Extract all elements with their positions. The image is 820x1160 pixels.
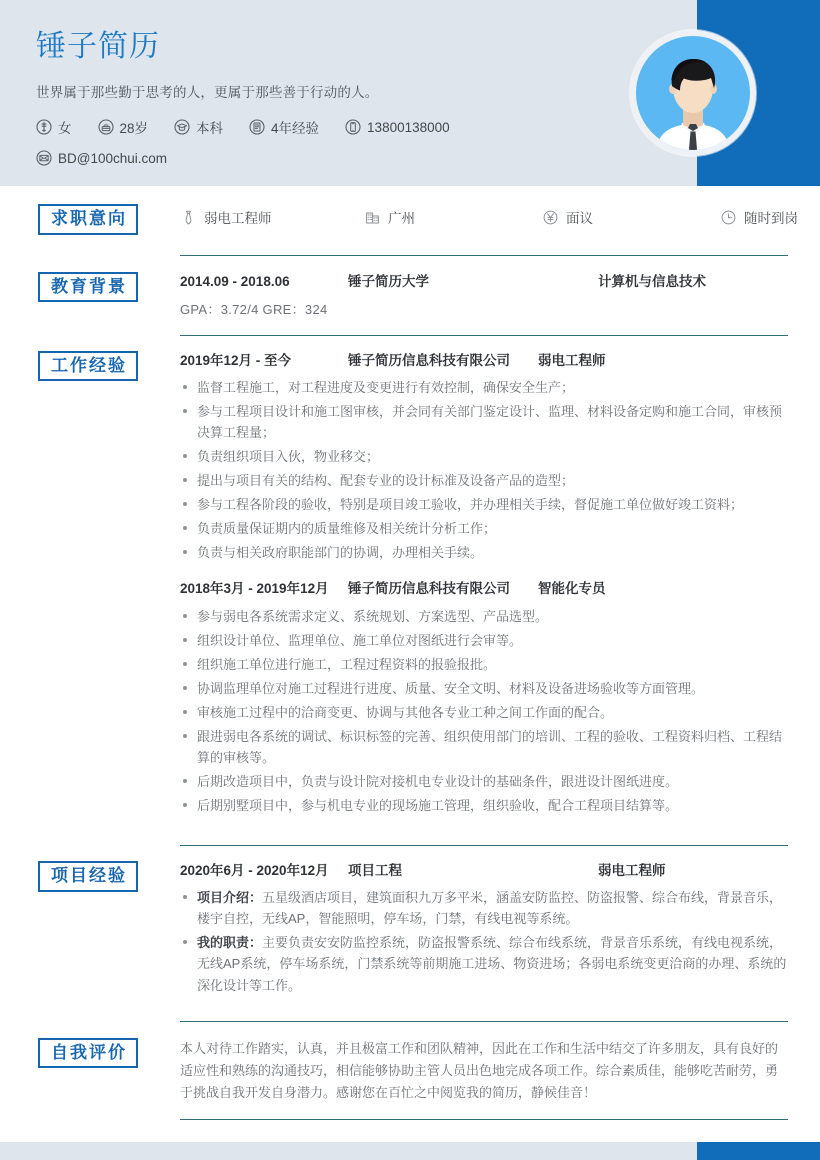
work-bullet-list	[180, 606, 788, 816]
cake-icon	[98, 119, 114, 135]
work-entry	[180, 351, 788, 564]
list-item: 参与工程项目设计和施工图审核，并会同有关部门鉴定设计、监理、材料设备定购和施工合同，审核预决算工程量；	[180, 401, 788, 443]
education-scores: GPA：3.72/4 GRE：324	[180, 301, 328, 317]
tie-icon	[180, 209, 197, 226]
section-tag-education: 教育背景	[38, 272, 138, 303]
meta-gender-label: 女	[58, 121, 72, 136]
section-label-col	[0, 272, 180, 303]
work-entry-head	[180, 579, 788, 599]
intent-salary	[542, 207, 720, 227]
project-name: 项目工程	[348, 863, 402, 879]
section-education	[0, 256, 820, 318]
job-intention-row	[180, 204, 798, 227]
work-company: 锤子简历信息科技有限公司	[348, 352, 510, 368]
list-item: 监督工程施工，对工程进度及变更进行有效控制，确保安全生产；	[180, 377, 788, 398]
yen-icon	[542, 209, 559, 226]
list-item: 参与工程各阶段的验收，特别是项目竣工验收，并办理相关手续，督促施工单位做好竣工资料；	[180, 494, 788, 515]
list-item: 组织施工单位进行施工，工程过程资料的报验报批。	[180, 654, 788, 675]
project-bullet-text: 五星级酒店项目，建筑面积九万多平米，涵盖安防监控、防盗报警、综合布线，背景音乐，楼宇自控，无线AP，智能照明，停车场，门禁，有线电视等系统。	[197, 890, 783, 927]
self-evaluation-text: 本人对待工作踏实，认真，并且极富工作和团队精神，因此在工作和生活中结交了许多朋友，具有良好的适应性和熟练的沟通技巧，相信能够协助主管人员出色地完成各项工作。综合素质佳，能够吃苦耐劳，勇于挑战自我开发自身潜力。感谢您在百忙之中阅览我的简历，静候佳音！	[180, 1040, 779, 1101]
meta-email-label: BD@100chui.com	[58, 150, 168, 166]
list-item: 审核施工过程中的洽商变更、协调与其他各专业工种之间工作面的配合。	[180, 702, 788, 723]
education-entry-head	[180, 272, 788, 292]
header-motto: 世界属于那些勤于思考的人，更属于那些善于行动的人。	[36, 85, 379, 100]
list-item: 后期改造项目中，负责与设计院对接机电专业设计的基础条件，跟进设计图纸进度。	[180, 771, 788, 792]
list-item: 协调监理单位对施工过程进行进度、质量、安全文明、材料及设备进场验收等方面管理。	[180, 678, 788, 699]
list-item: 跟进弱电各系统的调试、标识标签的完善、组织使用部门的培训、工程的验收、工程资料归档、工程结算的审核等。	[180, 726, 788, 768]
section-label-col	[0, 1038, 180, 1069]
section-project-experience	[0, 846, 820, 998]
list-item	[180, 887, 788, 929]
header-text-block	[36, 30, 636, 179]
project-bullet-label: 我的职责：	[197, 935, 263, 951]
section-job-intention	[0, 186, 820, 235]
section-label-col	[0, 351, 180, 382]
work-bullet-list	[180, 377, 788, 563]
list-item	[180, 932, 788, 995]
work-company: 锤子简历信息科技有限公司	[348, 581, 510, 597]
project-bullet-label: 项目介绍：	[197, 890, 263, 906]
page-title: 锤子简历	[36, 30, 160, 63]
envelope-icon	[36, 150, 52, 166]
footer-bar-right	[697, 1142, 820, 1160]
avatar	[630, 30, 756, 156]
list-item: 负责与相关政府职能部门的协调，办理相关手续。	[180, 542, 788, 563]
gender-icon	[36, 119, 52, 135]
project-bullet-list	[180, 887, 788, 995]
header-meta-row-1	[36, 117, 636, 137]
intent-position	[180, 207, 364, 227]
meta-degree-label: 本科	[196, 121, 224, 136]
section-body-project-experience	[180, 861, 820, 998]
project-bullet-text: 主要负责安安防监控系统，防盗报警系统、综合布线系统，背景音乐系统，有线电视系统，无线AP系统，停车场系统，门禁系统等前期施工进场、物资进场；各弱电系统变更洽商的办理、系统的深化设计等工作。	[197, 935, 787, 993]
meta-experience-label: 4年经验	[271, 121, 320, 136]
intent-salary-label: 面议	[566, 211, 593, 226]
section-body-education	[180, 272, 820, 318]
intent-position-label: 弱电工程师	[204, 211, 272, 226]
meta-age-label: 28岁	[119, 121, 149, 136]
education-date: 2014.09 - 2018.06	[180, 273, 290, 289]
meta-email	[36, 150, 167, 166]
section-work-experience	[0, 336, 820, 819]
meta-degree	[174, 117, 223, 137]
section-tag-self-evaluation: 自我评价	[38, 1038, 138, 1069]
list-item: 负责质量保证期内的质量维修及相关统计分析工作；	[180, 518, 788, 539]
meta-gender	[36, 117, 72, 137]
work-entry-head	[180, 351, 788, 371]
section-body-job-intention	[180, 204, 820, 227]
footer-bar-left	[0, 1142, 697, 1160]
clock-icon	[720, 209, 737, 226]
section-divider-5	[180, 1119, 788, 1120]
section-tag-work-experience: 工作经验	[38, 351, 138, 382]
work-entry	[180, 579, 788, 816]
section-self-evaluation	[0, 1022, 820, 1105]
section-label-col	[0, 204, 180, 235]
section-tag-project-experience: 项目经验	[38, 861, 138, 892]
page-footer	[0, 1142, 820, 1160]
list-item: 组织设计单位、监理单位、施工单位对图纸进行会审等。	[180, 630, 788, 651]
section-tag-job-intention: 求职意向	[38, 204, 138, 235]
phone-icon	[345, 119, 361, 135]
resume-header	[0, 0, 820, 186]
list-item: 提出与项目有关的结构、配套专业的设计标准及设备产品的造型；	[180, 470, 788, 491]
work-role: 智能化专员	[538, 581, 606, 597]
project-date: 2020年6月 - 2020年12月	[180, 863, 329, 879]
meta-phone-label: 13800138000	[367, 119, 450, 135]
work-role: 弱电工程师	[538, 352, 606, 368]
avatar-illustration	[636, 36, 750, 150]
intent-availability-label: 随时到岗	[744, 211, 798, 226]
header-meta-row-2	[36, 150, 636, 166]
project-role: 弱电工程师	[598, 863, 666, 879]
resume-body	[0, 186, 820, 1120]
section-body-work-experience	[180, 351, 820, 819]
list-item: 后期别墅项目中，参与机电专业的现场施工管理，组织验收，配合工程项目结算等。	[180, 795, 788, 816]
section-body-self-evaluation	[180, 1038, 820, 1105]
work-date: 2018年3月 - 2019年12月	[180, 581, 329, 597]
education-major: 计算机与信息技术	[598, 273, 706, 289]
graduation-cap-icon	[174, 119, 190, 135]
list-item: 负责组织项目入伙，物业移交；	[180, 446, 788, 467]
meta-phone	[345, 119, 450, 135]
project-entry-head	[180, 861, 788, 881]
work-date: 2019年12月 - 至今	[180, 352, 292, 368]
meta-experience	[249, 117, 319, 137]
intent-city	[364, 207, 542, 227]
education-school: 锤子简历大学	[348, 273, 429, 289]
building-icon	[364, 209, 381, 226]
intent-city-label: 广州	[388, 211, 415, 226]
document-icon	[249, 119, 265, 135]
intent-availability	[720, 207, 798, 227]
meta-age	[98, 117, 149, 137]
list-item: 参与弱电各系统需求定义、系统规划、方案选型、产品选型。	[180, 606, 788, 627]
section-label-col	[0, 861, 180, 892]
